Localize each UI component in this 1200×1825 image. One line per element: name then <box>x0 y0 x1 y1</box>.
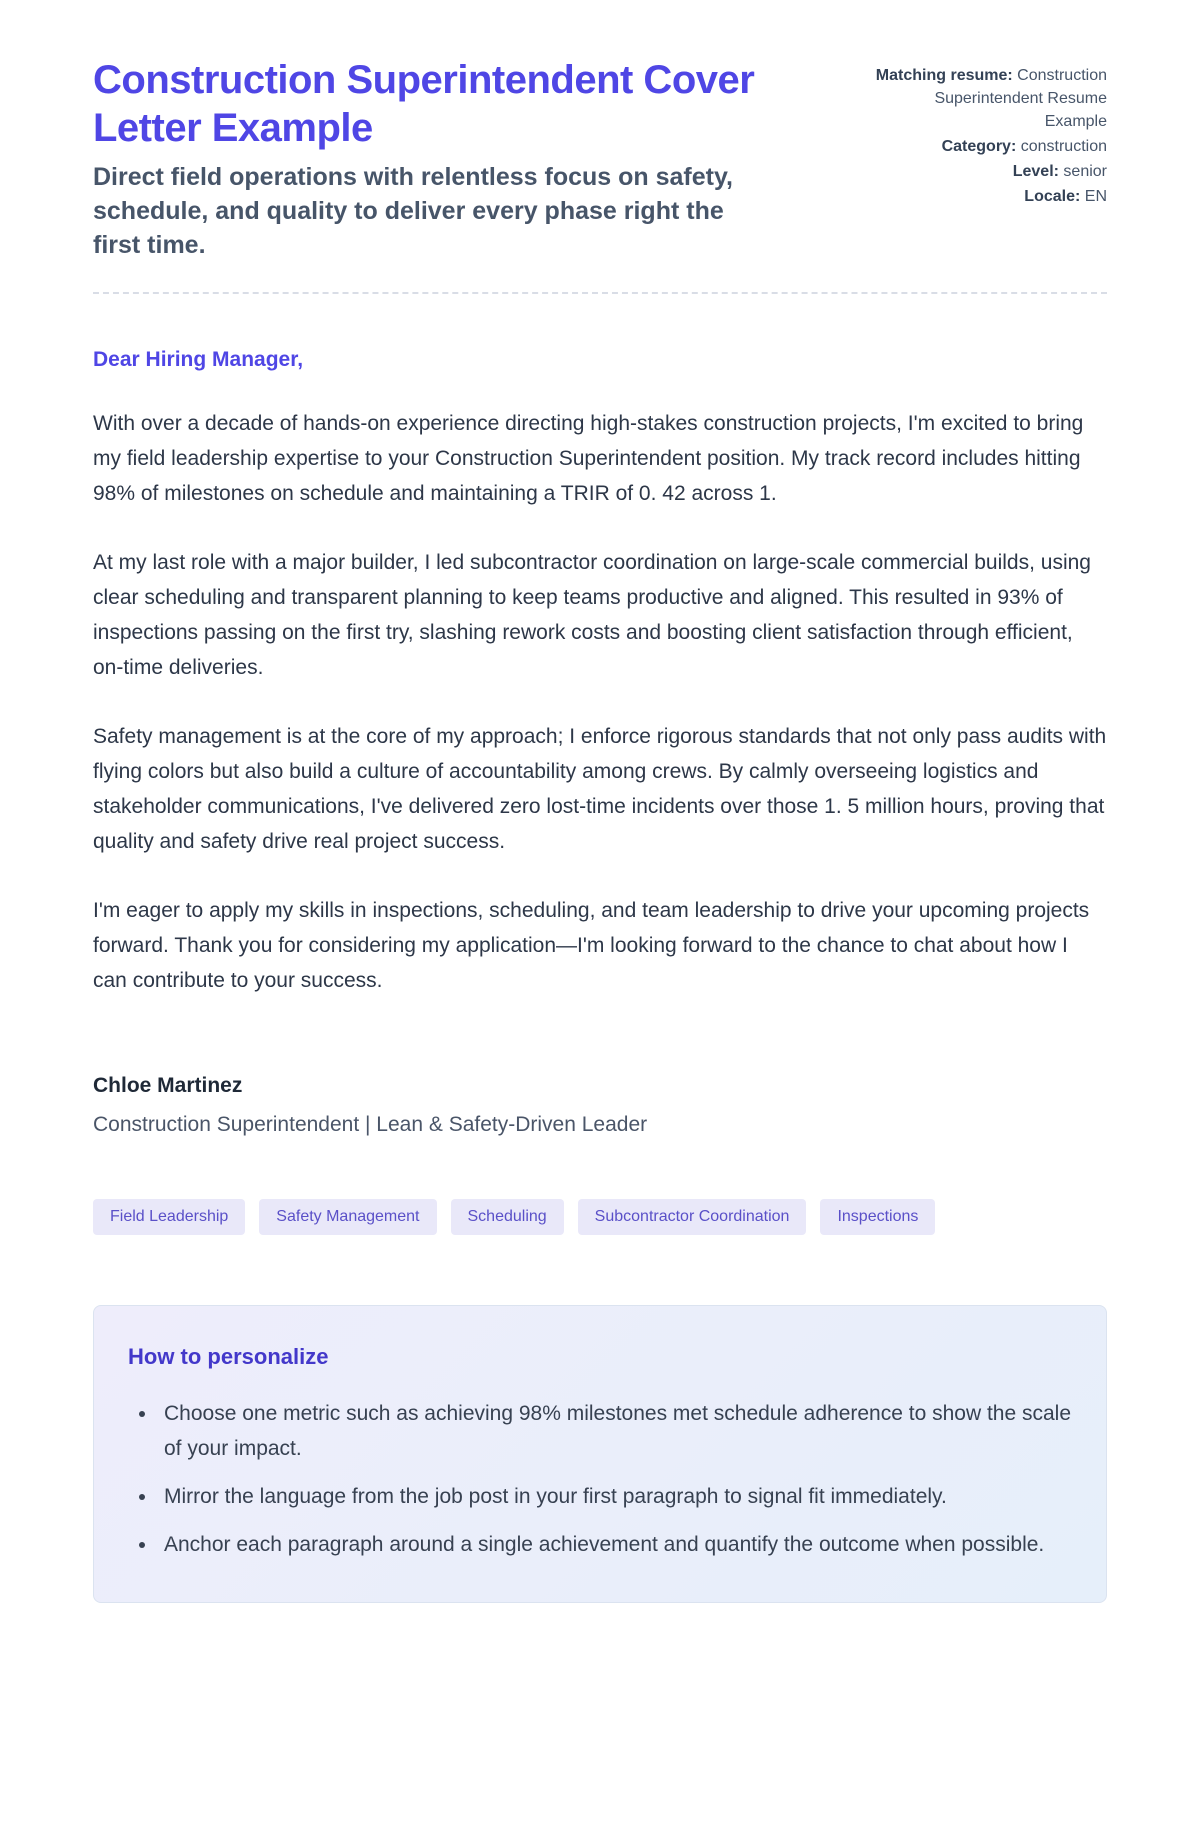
tag-scheduling: Scheduling <box>451 1199 564 1235</box>
meta-category <box>875 135 1107 158</box>
how-to-personalize-box <box>93 1305 1107 1603</box>
meta-category-label: Category: <box>941 138 1017 155</box>
letter-body <box>93 348 1107 1137</box>
letter-paragraph-2: At my last role with a major builder, I led subcontractor coordination on large-scale commercial builds, using clear scheduling and transparent planning to keep teams productive and aligned. This resulted in 93% of inspections passing on the first try, slashing rework costs and boosting client satisfaction through efficient, on-time deliveries. <box>93 551 1091 679</box>
letter-paragraph-1: With over a decade of hands-on experience directing high-stakes construction projects, I'm excited to bring my field leadership expertise to your Construction Superintendent position. My track record includes hitting 98% of milestones on schedule and maintaining a TRIR of 0. 42 across 1. <box>93 412 1084 505</box>
personalize-tip-2: • Mirror the language from the job post in your first paragraph to signal fit immediately. <box>158 1479 1072 1514</box>
meta-level <box>875 160 1107 183</box>
tag-subcontractor-coordination: Subcontractor Coordination <box>578 1199 807 1235</box>
letter-paragraph-3: Safety management is at the core of my approach; I enforce rigorous standards that not only pass audits with flying colors but also build a culture of accountability among crews. By calmly overseeing logistics and stakeholder communications, I've delivered zero lost-time incidents over those 1. 5 million hours, proving that quality and safety drive real project success. <box>93 725 1107 853</box>
meta-block <box>875 56 1107 210</box>
page-header <box>93 56 1107 262</box>
meta-locale-value: EN <box>1084 188 1107 205</box>
meta-locale <box>875 185 1107 208</box>
meta-level-label: Level: <box>1012 163 1059 180</box>
tag-field-leadership: Field Leadership <box>93 1199 245 1235</box>
personalize-tips-list <box>128 1396 1072 1562</box>
meta-locale-label: Locale: <box>1024 188 1081 205</box>
how-to-personalize-heading: How to personalize <box>128 1344 329 1369</box>
meta-level-value: senior <box>1063 163 1107 180</box>
meta-matching-resume-value[interactable]: Construction Superintendent Resume Example <box>934 67 1107 130</box>
tag-inspections: Inspections <box>820 1199 935 1235</box>
personalize-tip-3: • Anchor each paragraph around a single achievement and quantify the outcome when possible. <box>158 1527 1072 1562</box>
divider <box>93 292 1107 294</box>
title-block <box>93 56 793 262</box>
skill-tags-row <box>93 1199 1107 1235</box>
salutation: Dear Hiring Manager, <box>93 348 304 371</box>
signature-role: Construction Superintendent | Lean & Safety-Driven Leader <box>93 1113 648 1136</box>
page-title: Construction Superintendent Cover Letter Example <box>93 58 755 150</box>
tag-safety-management: Safety Management <box>259 1199 436 1235</box>
signature-name: Chloe Martinez <box>93 1074 243 1097</box>
page-subtitle: Direct field operations with relentless focus on safety, schedule, and quality to deliver every phase right the first time. <box>93 163 733 259</box>
meta-matching-resume <box>875 64 1107 133</box>
meta-matching-resume-label: Matching resume: <box>875 67 1013 84</box>
letter-paragraph-4: I'm eager to apply my skills in inspections, scheduling, and team leadership to drive your upcoming projects forward. Thank you for considering my application—I'm looking forward to the chance to chat about how I can contribute to your success. <box>93 899 1090 992</box>
meta-category-value: construction <box>1020 138 1107 155</box>
personalize-tip-1: • Choose one metric such as achieving 98% milestones met schedule adherence to show the scale of your impact. <box>158 1396 1072 1466</box>
